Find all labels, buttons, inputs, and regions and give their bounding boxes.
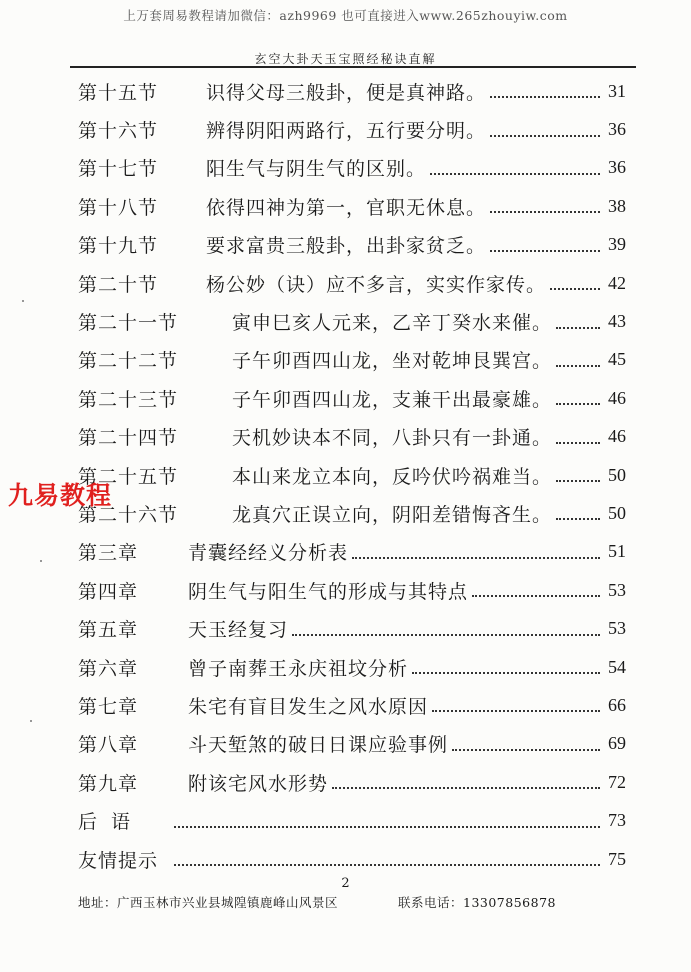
toc-page-number: 69 — [608, 733, 626, 754]
toc-title: 阴生气与阳生气的形成与其特点 — [188, 580, 469, 603]
toc-row — [78, 379, 626, 417]
toc-leader — [452, 749, 600, 751]
toc-title: 斗天堑煞的破日日课应验事例 — [188, 734, 449, 757]
toc-row — [78, 571, 626, 609]
toc-page-number: 36 — [608, 157, 626, 178]
toc-leader — [556, 327, 600, 329]
toc-row — [78, 609, 626, 647]
toc-page-number: 51 — [608, 541, 626, 562]
toc-title: 天机妙诀本不同，八卦只有一卦通。 — [232, 427, 553, 450]
toc-title: 要求富贵三般卦，出卦家贫乏。 — [206, 235, 487, 258]
toc-title: 识得父母三般卦，便是真神路。 — [206, 81, 487, 104]
toc-row — [78, 801, 626, 839]
toc-page-number: 42 — [608, 272, 626, 293]
toc-leader — [430, 173, 600, 175]
toc-page-number: 54 — [608, 656, 626, 677]
toc-row — [78, 187, 626, 225]
toc-page-number: 46 — [608, 426, 626, 447]
toc-row — [78, 840, 626, 878]
toc-page-number: 75 — [608, 848, 626, 869]
footer-address: 地址：广西玉林市兴业县城隍镇鹿峰山风景区 — [78, 895, 339, 910]
watermark-text: 上万套周易教程请加微信：azh9969 也可直接进入www.265zhouyiw.com — [123, 8, 568, 23]
toc-row — [78, 341, 626, 379]
toc-row — [78, 418, 626, 456]
toc-label: 第十五节 — [78, 81, 159, 104]
toc-title: 阳生气与阴生气的区别。 — [206, 158, 427, 181]
toc-label: 第二十四节 — [78, 427, 179, 450]
toc-leader — [352, 557, 600, 559]
toc-row — [78, 110, 626, 148]
toc-page-number: 73 — [608, 810, 626, 831]
toc-label: 第十六节 — [78, 120, 159, 143]
toc-title: 天玉经复习 — [188, 619, 289, 642]
toc-leader — [490, 250, 600, 252]
toc-row — [78, 302, 626, 340]
toc-row — [78, 763, 626, 801]
toc-leader — [556, 480, 600, 482]
toc-label: 第二十三节 — [78, 388, 179, 411]
toc-row — [78, 686, 626, 724]
scan-speck — [30, 720, 32, 722]
toc-title: 朱宅有盲目发生之风水原因 — [188, 695, 429, 718]
toc-row — [78, 648, 626, 686]
toc-label: 第二十五节 — [78, 465, 179, 488]
brand-stamp-logo: 九易教程 — [8, 481, 113, 510]
running-title: 玄空大卦天玉宝照经秘诀直解 — [254, 52, 437, 66]
toc-label: 第七章 — [78, 695, 139, 718]
footer-phone: 联系电话：13307856878 — [398, 895, 556, 910]
toc-leader — [556, 442, 600, 444]
scan-speck — [40, 560, 42, 562]
toc-label: 第二十一节 — [78, 312, 179, 335]
toc-leader — [556, 403, 600, 405]
toc-leader — [412, 672, 600, 674]
toc-leader — [332, 787, 600, 789]
toc-title: 子午卯酉四山龙，支兼干出最豪雄。 — [232, 388, 553, 411]
toc-row — [78, 264, 626, 302]
toc-row — [78, 494, 626, 532]
toc-title: 龙真穴正误立向，阴阳差错悔吝生。 — [232, 503, 553, 526]
toc-page-number: 46 — [608, 387, 626, 408]
toc-label: 第十九节 — [78, 235, 159, 258]
toc-page-number: 66 — [608, 694, 626, 715]
toc-title: 青囊经经义分析表 — [188, 542, 349, 565]
toc-row — [78, 226, 626, 264]
toc-label: 第二十节 — [78, 273, 159, 296]
toc-page-number: 43 — [608, 311, 626, 332]
toc-label: 第十七节 — [78, 158, 159, 181]
table-of-contents — [78, 72, 626, 878]
toc-leader — [292, 634, 600, 636]
toc-label: 第十八节 — [78, 196, 159, 219]
toc-leader — [556, 518, 600, 520]
toc-label: 第五章 — [78, 619, 139, 642]
toc-page-number: 72 — [608, 771, 626, 792]
toc-label: 友情提示 — [78, 849, 159, 872]
toc-title: 依得四神为第一，官职无休息。 — [206, 196, 487, 219]
toc-label: 第四章 — [78, 580, 139, 603]
scan-speck — [22, 300, 24, 302]
toc-leader — [550, 288, 600, 290]
toc-title: 本山来龙立本向，反吟伏吟祸难当。 — [232, 465, 553, 488]
toc-leader — [432, 710, 600, 712]
toc-title: 寅申巳亥人元来，乙辛丁癸水来催。 — [232, 312, 553, 335]
toc-title: 杨公妙（诀）应不多言，实实作家传。 — [206, 273, 547, 296]
toc-row — [78, 149, 626, 187]
toc-row — [78, 72, 626, 110]
toc-title: 附该宅风水形势 — [188, 772, 329, 795]
page-number: 2 — [341, 876, 350, 891]
toc-page-number: 50 — [608, 464, 626, 485]
toc-row — [78, 456, 626, 494]
toc-title: 曾子南葬王永庆祖坟分析 — [188, 657, 409, 680]
toc-leader — [490, 96, 600, 98]
toc-label: 第二十六节 — [78, 503, 179, 526]
toc-page-number: 38 — [608, 195, 626, 216]
toc-label: 第八章 — [78, 734, 139, 757]
toc-leader — [556, 365, 600, 367]
toc-label: 第六章 — [78, 657, 139, 680]
toc-label: 第二十二节 — [78, 350, 179, 373]
toc-leader — [472, 595, 600, 597]
toc-label: 后语 — [78, 811, 145, 834]
toc-leader — [490, 211, 600, 213]
toc-page-number: 36 — [608, 119, 626, 140]
toc-label: 第三章 — [78, 542, 139, 565]
toc-row — [78, 533, 626, 571]
toc-page-number: 50 — [608, 502, 626, 523]
toc-page-number: 45 — [608, 349, 626, 370]
toc-leader — [174, 826, 600, 828]
header-rule — [70, 66, 636, 68]
toc-title: 辨得阴阳两路行，五行要分明。 — [206, 120, 487, 143]
toc-row — [78, 725, 626, 763]
toc-label: 第九章 — [78, 772, 139, 795]
toc-leader — [174, 864, 600, 866]
toc-title: 子午卯酉四山龙，坐对乾坤艮巽宫。 — [232, 350, 553, 373]
toc-page-number: 53 — [608, 618, 626, 639]
toc-page-number: 53 — [608, 579, 626, 600]
toc-page-number: 39 — [608, 234, 626, 255]
toc-leader — [490, 135, 600, 137]
toc-page-number: 31 — [608, 80, 626, 101]
